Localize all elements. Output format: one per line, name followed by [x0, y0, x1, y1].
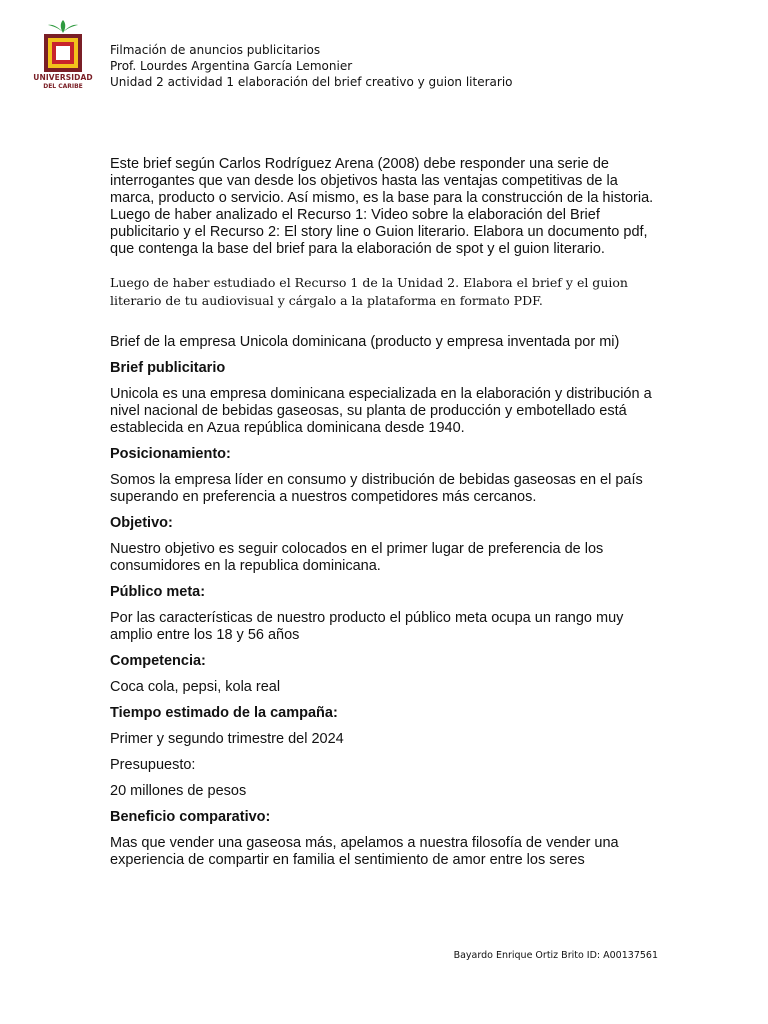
unit-activity: Unidad 2 actividad 1 elaboración del brief creativo y guion literario [110, 75, 513, 89]
audience-heading: Público meta: [110, 584, 206, 600]
benefit-heading: Beneficio comparativo: [110, 809, 271, 825]
positioning-heading: Posicionamiento: [110, 446, 231, 462]
competition-heading: Competencia: [110, 653, 206, 669]
competition-text: Coca cola, pepsi, kola real [110, 679, 281, 695]
document-body [110, 156, 658, 878]
budget-text: 20 millones de pesos [110, 783, 247, 799]
professor-name: Prof. Lourdes Argentina García Lemonier [110, 59, 353, 73]
author-footer: Bayardo Enrique Ortiz Brito ID: A00137561 [453, 950, 658, 961]
positioning-text: Somos la empresa líder en consumo y distribución de bebidas gaseosas en el país superando en preferencia a nuestros competidores más cercanos. [110, 472, 643, 505]
benefit-text: Mas que vender una gaseosa más, apelamos a nuestra filosofía de vender una experiencia de compartir en familia el sentimiento de amor entre los seres [110, 835, 619, 868]
university-logo [30, 18, 96, 94]
document-header [110, 42, 750, 90]
audience-text: Por las características de nuestro producto el público meta ocupa un rango muy amplio entre los 18 y 56 años [110, 610, 624, 643]
instruction-paragraph: Luego de haber estudiado el Recurso 1 de la Unidad 2. Elabora el brief y el guion literario de tu audiovisual y cárgalo a la plataforma en formato PDF. [110, 275, 628, 308]
company-description: Unicola es una empresa dominicana especializada en la elaboración y distribución a nivel nacional de bebidas gaseosas, su planta de producción y embotellado está establecida en Azua república dominicana desde 1940. [110, 386, 652, 436]
budget-heading: Presupuesto: [110, 757, 196, 773]
campaign-time-heading: Tiempo estimado de la campaña: [110, 705, 338, 721]
brief-title: Brief publicitario [110, 360, 226, 376]
logo-name-line2: DEL CARIBE [43, 83, 83, 90]
logo-name-line1: UNIVERSIDAD [33, 73, 93, 82]
company-line: Brief de la empresa Unicola dominicana (producto y empresa inventada por mi) [110, 334, 620, 350]
objective-heading: Objetivo: [110, 515, 173, 531]
intro-paragraph: Este brief según Carlos Rodríguez Arena (2008) debe responder una serie de interrogantes que van desde los objetivos hasta las ventajas competitivas de la marca, producto o servicio. Así mismo, es la base para la construcción de la historia. Luego de haber analizado el Recurso 1: Video sobre la elaboración del Brief publicitario y el Recurso 2: El story line o Guion literario. Elabora un documento pdf, que contenga la base del brief para la elaboración de spot y el guion literario. [110, 156, 654, 257]
university-emblem-icon [30, 18, 96, 74]
course-title: Filmación de anuncios publicitarios [110, 43, 321, 57]
campaign-time-text: Primer y segundo trimestre del 2024 [110, 731, 344, 747]
objective-text: Nuestro objetivo es seguir colocados en el primer lugar de preferencia de los consumidores en la republica dominicana. [110, 541, 604, 574]
